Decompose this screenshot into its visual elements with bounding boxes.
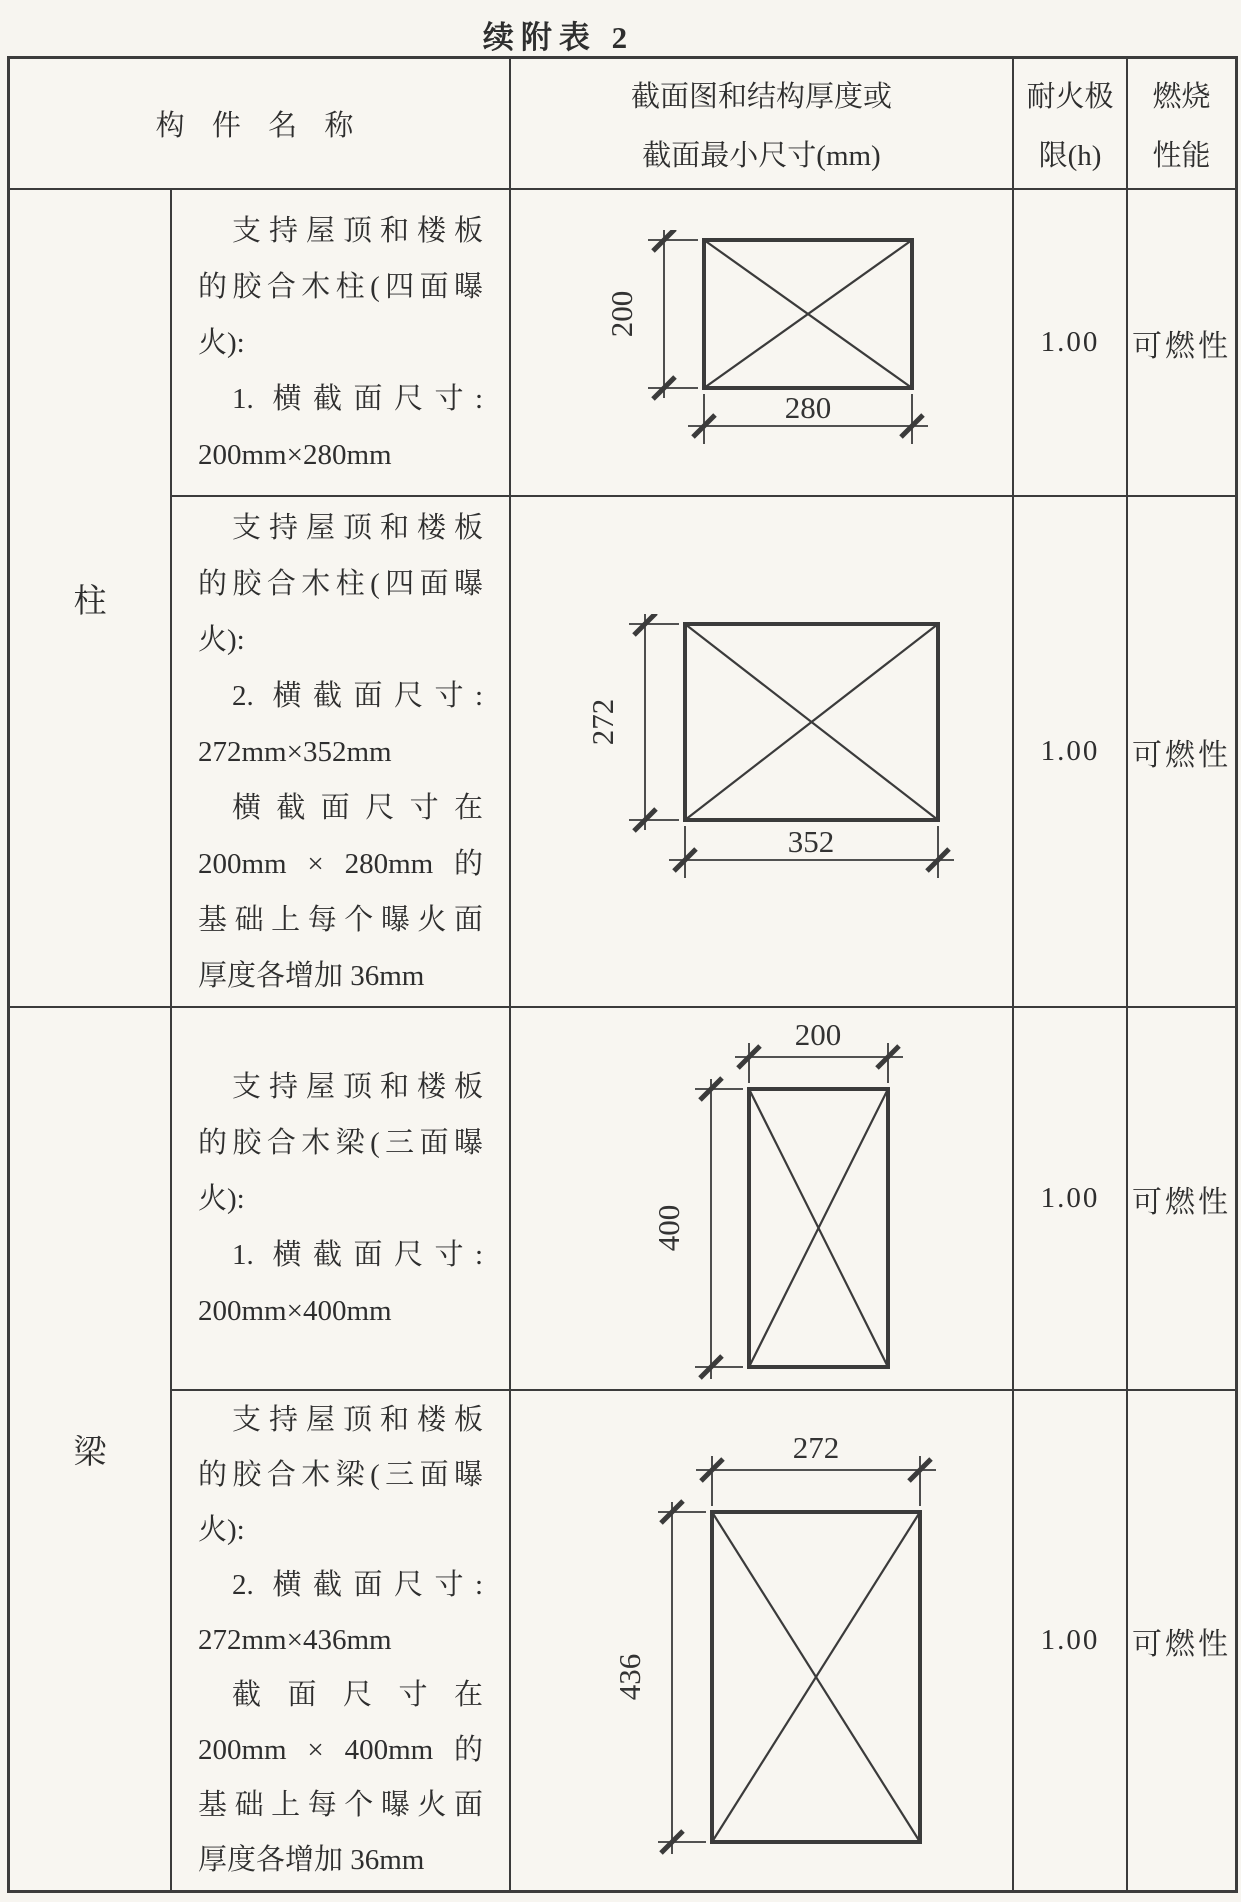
header-text-line: 截面最小尺寸(mm) [642, 139, 881, 172]
desc-line: 厚度各增加 36mm [198, 1844, 425, 1876]
desc-line: 272mm×352mm [198, 735, 392, 768]
desc-line: 1. 横截面尺寸: [232, 1238, 483, 1271]
desc-line: 截面尺寸在 [232, 1679, 483, 1711]
height-dim-label: 200 [603, 290, 639, 338]
desc-line: 272mm×436mm [198, 1624, 392, 1656]
description-cell [172, 190, 511, 497]
desc-line: 200mm×400mm [198, 1294, 392, 1327]
width-dim-label: 200 [794, 1016, 841, 1052]
header-text-line: 性能 [1152, 139, 1211, 172]
desc-line: 2. 横截面尺寸: [232, 1569, 483, 1601]
combustibility-cell [1128, 497, 1235, 1008]
fire-limit-cell [1014, 1008, 1128, 1391]
combustibility-cell [1128, 1008, 1235, 1391]
desc-line: 的胶合木梁(三面曝 [198, 1126, 483, 1159]
combustibility-value: 可燃性 [1132, 329, 1231, 363]
diagram-cell [511, 497, 1014, 1008]
desc-line: 支持屋顶和楼板 [232, 1404, 483, 1436]
header-text: 构 件 名 称 [155, 110, 364, 142]
desc-line: 基础上每个曝火面 [198, 903, 483, 936]
combustibility-value: 可燃性 [1132, 1185, 1231, 1219]
fire-limit-value: 1.00 [1040, 1182, 1100, 1214]
header-text-line: 耐火极 [1026, 80, 1114, 113]
header-cell-combustibility [1128, 59, 1235, 190]
group-label-text: 柱 [73, 583, 107, 620]
desc-line: 横截面尺寸在 [232, 791, 483, 824]
desc-line: 200mm×280mm [198, 438, 392, 471]
desc-line: 的胶合木柱(四面曝 [198, 270, 483, 303]
desc-line: 1. 横截面尺寸: [232, 382, 483, 415]
header-text-line: 限(h) [1038, 139, 1102, 172]
diagram-cell [511, 1008, 1014, 1391]
width-dim-label: 352 [787, 824, 834, 859]
desc-line: 火): [198, 1514, 245, 1546]
description-cell [172, 497, 511, 1008]
width-dim-label: 280 [784, 390, 831, 425]
desc-line: 支持屋顶和楼板 [232, 214, 483, 247]
page-title: 续附表 2 [482, 20, 635, 55]
header-text-line: 燃烧 [1152, 80, 1211, 113]
desc-line: 厚度各增加 36mm [198, 959, 425, 992]
fire-limit-value: 1.00 [1040, 735, 1100, 767]
header-cell-section-size [511, 59, 1014, 190]
cross-section-diagram [567, 614, 957, 889]
desc-line: 的胶合木梁(三面曝 [198, 1459, 483, 1491]
combustibility-value: 可燃性 [1132, 1627, 1231, 1661]
desc-line: 200mm × 400mm 的 [198, 1734, 483, 1766]
fire-resistance-table [7, 56, 1238, 1893]
group-label-column [10, 190, 172, 1008]
diagram-cell [511, 190, 1014, 497]
cross-section-diagram [592, 230, 932, 455]
header-cell-component-name [10, 59, 511, 190]
desc-line: 支持屋顶和楼板 [232, 1070, 483, 1103]
fire-limit-value: 1.00 [1040, 326, 1100, 358]
header-cell-fire-limit [1014, 59, 1128, 190]
height-dim-label: 400 [650, 1204, 686, 1251]
cross-section-diagram [607, 1015, 917, 1383]
desc-line: 火): [198, 1182, 245, 1215]
fire-limit-cell [1014, 1391, 1128, 1890]
desc-line: 火): [198, 326, 245, 359]
height-dim-label: 436 [611, 1653, 647, 1700]
header-text-line: 截面图和结构厚度或 [630, 80, 892, 113]
group-label-text: 梁 [73, 1434, 107, 1471]
desc-line: 的胶合木柱(四面曝 [198, 567, 483, 600]
diagram-cell [511, 1391, 1014, 1890]
fire-limit-cell [1014, 190, 1128, 497]
fire-limit-cell [1014, 497, 1128, 1008]
desc-line: 支持屋顶和楼板 [232, 511, 483, 544]
combustibility-cell [1128, 190, 1235, 497]
cross-section-diagram [572, 1426, 952, 1856]
description-cell [172, 1008, 511, 1391]
combustibility-value: 可燃性 [1132, 738, 1231, 772]
desc-line: 基础上每个曝火面 [198, 1789, 483, 1821]
desc-line: 火): [198, 623, 245, 656]
group-label-beam [10, 1008, 172, 1890]
desc-line: 200mm × 280mm 的 [198, 847, 483, 880]
height-dim-label: 272 [584, 698, 620, 746]
description-cell [172, 1391, 511, 1890]
width-dim-label: 272 [792, 1429, 839, 1465]
fire-limit-value: 1.00 [1040, 1624, 1100, 1656]
combustibility-cell [1128, 1391, 1235, 1890]
desc-line: 2. 横截面尺寸: [232, 679, 483, 712]
